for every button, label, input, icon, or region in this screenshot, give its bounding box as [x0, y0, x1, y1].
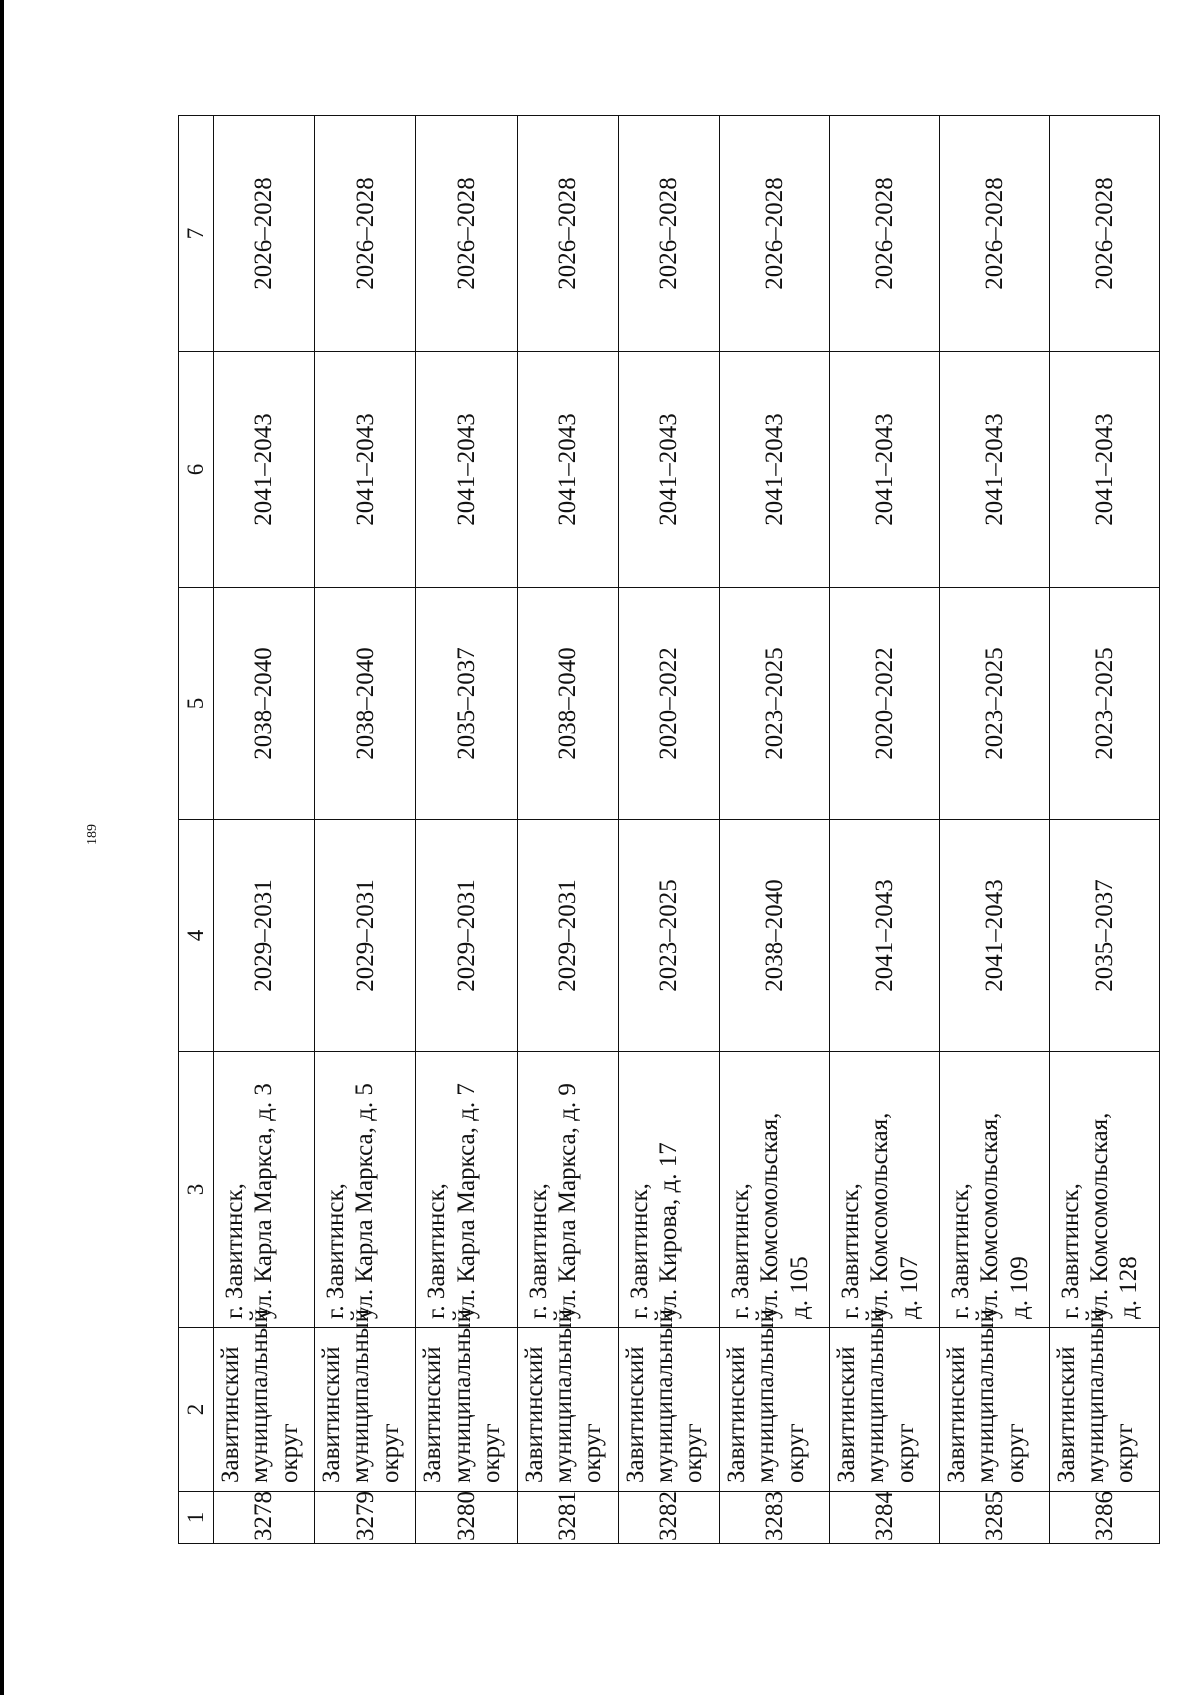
district-line: Завитинский	[723, 1346, 751, 1483]
table-row	[214, 116, 315, 1544]
district-line: Завитинский	[419, 1346, 447, 1483]
district-cell	[720, 1309, 830, 1492]
table-row	[416, 116, 517, 1544]
page-number: 189	[85, 824, 100, 845]
row-number-cell: 3278	[214, 1492, 315, 1544]
address-line: г. Завитинск,	[837, 1183, 865, 1319]
district-line: округ	[680, 1423, 708, 1483]
column-header: 3	[179, 1052, 214, 1328]
district-line: муниципальный	[347, 1309, 375, 1483]
district-line: округ	[1001, 1423, 1029, 1483]
address-cell	[720, 1052, 830, 1328]
address-line: д. 107	[895, 1256, 923, 1319]
period-cell-c6: 2041–2043	[940, 352, 1050, 588]
period-cell-c5: 2020–2022	[830, 588, 940, 820]
period-cell-c7: 2026–2028	[517, 116, 618, 352]
period-cell-c4: 2029–2031	[315, 820, 416, 1052]
district-cell	[214, 1309, 315, 1492]
column-header: 2	[179, 1328, 214, 1492]
period-cell-c4: 2041–2043	[830, 820, 940, 1052]
period-cell-c5: 2038–2040	[517, 588, 618, 820]
header-row	[179, 116, 214, 1544]
period-cell-c5: 2035–2037	[416, 588, 517, 820]
district-cell	[416, 1309, 517, 1492]
period-cell-c7: 2026–2028	[1049, 116, 1159, 352]
district-line: округ	[376, 1423, 404, 1483]
period-cell-c6: 2041–2043	[214, 352, 315, 588]
period-cell-c6: 2041–2043	[315, 352, 416, 588]
period-cell-c4: 2038–2040	[720, 820, 830, 1052]
address-line: ул. Карла Маркса, д. 3	[250, 1083, 278, 1319]
district-line: округ	[579, 1423, 607, 1483]
period-cell-c4: 2035–2037	[1049, 820, 1159, 1052]
period-cell-c4: 2041–2043	[940, 820, 1050, 1052]
table-row	[517, 116, 618, 1544]
table-row	[618, 116, 719, 1544]
district-line: муниципальный	[448, 1309, 476, 1483]
period-cell-c5: 2023–2025	[720, 588, 830, 820]
address-cell	[1049, 1052, 1159, 1328]
address-line: ул. Комсомольская,	[976, 1112, 1004, 1319]
district-line: округ	[477, 1423, 505, 1483]
period-cell-c7: 2026–2028	[315, 116, 416, 352]
row-number-cell: 3281	[517, 1492, 618, 1544]
district-cell	[517, 1309, 618, 1492]
period-cell-c7: 2026–2028	[940, 116, 1050, 352]
address-line: ул. Кирова, д. 17	[655, 1142, 683, 1319]
district-cell	[830, 1309, 940, 1492]
period-cell-c5: 2020–2022	[618, 588, 719, 820]
scan-edge-bar	[0, 0, 4, 1695]
district-line: округ	[891, 1423, 919, 1483]
row-number-cell: 3279	[315, 1492, 416, 1544]
housing-schedule-table	[178, 115, 1160, 1544]
period-cell-c5: 2023–2025	[1049, 588, 1159, 820]
column-header: 6	[179, 352, 214, 588]
period-cell-c7: 2026–2028	[214, 116, 315, 352]
period-cell-c7: 2026–2028	[830, 116, 940, 352]
table-row	[720, 116, 830, 1544]
address-line: ул. Комсомольская,	[756, 1112, 784, 1319]
address-cell	[830, 1052, 940, 1328]
address-line: ул. Карла Маркса, д. 5	[351, 1083, 379, 1319]
district-line: муниципальный	[1082, 1309, 1110, 1483]
column-header: 5	[179, 588, 214, 820]
row-number-cell: 3284	[830, 1492, 940, 1544]
district-line: Завитинский	[621, 1346, 649, 1483]
row-number-cell: 3286	[1049, 1492, 1159, 1544]
district-line: Завитинский	[943, 1346, 970, 1483]
district-line: муниципальный	[246, 1309, 274, 1483]
address-cell	[315, 1052, 416, 1328]
row-number-cell: 3282	[618, 1492, 719, 1544]
address-line: г. Завитинск,	[524, 1183, 552, 1319]
district-cell	[618, 1309, 719, 1492]
address-cell	[517, 1052, 618, 1328]
address-line: ул. Карла Маркса, д. 7	[452, 1083, 480, 1319]
period-cell-c6: 2041–2043	[720, 352, 830, 588]
table-row	[830, 116, 940, 1544]
row-number-cell: 3280	[416, 1492, 517, 1544]
address-line: г. Завитинск,	[221, 1183, 248, 1319]
address-cell	[940, 1052, 1050, 1328]
address-line: г. Завитинск,	[423, 1183, 451, 1319]
district-cell	[940, 1309, 1050, 1492]
row-number-cell: 3285	[940, 1492, 1050, 1544]
district-line: округ	[1111, 1423, 1139, 1483]
address-cell	[618, 1052, 719, 1328]
district-line: муниципальный	[549, 1309, 577, 1483]
address-line: г. Завитинск,	[1056, 1183, 1084, 1319]
period-cell-c6: 2041–2043	[517, 352, 618, 588]
period-cell-c6: 2041–2043	[416, 352, 517, 588]
rotated-table-frame	[178, 116, 1160, 1544]
district-cell	[1049, 1309, 1159, 1492]
table-body	[179, 116, 1160, 1544]
district-line: Завитинский	[833, 1346, 861, 1483]
row-number-cell: 3283	[720, 1492, 830, 1544]
table-row	[940, 116, 1050, 1544]
district-line: Завитинский	[1052, 1346, 1080, 1483]
district-line: округ	[275, 1423, 303, 1483]
table-row	[1049, 116, 1159, 1544]
period-cell-c4: 2029–2031	[416, 820, 517, 1052]
period-cell-c4: 2023–2025	[618, 820, 719, 1052]
address-line: д. 128	[1115, 1256, 1143, 1319]
period-cell-c5: 2038–2040	[315, 588, 416, 820]
period-cell-c5: 2038–2040	[214, 588, 315, 820]
column-header: 4	[179, 820, 214, 1052]
district-line: округ	[781, 1423, 809, 1483]
address-line: д. 109	[1005, 1256, 1033, 1319]
period-cell-c4: 2029–2031	[517, 820, 618, 1052]
address-line: ул. Карла Маркса, д. 9	[553, 1083, 581, 1319]
period-cell-c6: 2041–2043	[1049, 352, 1159, 588]
period-cell-c4: 2029–2031	[214, 820, 315, 1052]
district-line: муниципальный	[752, 1309, 780, 1483]
column-header: 7	[179, 116, 214, 352]
district-line: муниципальный	[972, 1309, 1000, 1483]
address-line: ул. Комсомольская,	[866, 1112, 894, 1319]
address-cell	[416, 1052, 517, 1328]
address-line: г. Завитинск,	[322, 1183, 350, 1319]
district-line: Завитинский	[217, 1346, 244, 1483]
district-cell	[315, 1309, 416, 1492]
period-cell-c7: 2026–2028	[720, 116, 830, 352]
period-cell-c7: 2026–2028	[618, 116, 719, 352]
district-line: муниципальный	[651, 1309, 679, 1483]
period-cell-c6: 2041–2043	[618, 352, 719, 588]
table-row	[315, 116, 416, 1544]
district-line: Завитинский	[318, 1346, 346, 1483]
district-line: Завитинский	[520, 1346, 548, 1483]
district-line: муниципальный	[862, 1309, 890, 1483]
address-line: г. Завитинск,	[727, 1183, 755, 1319]
period-cell-c6: 2041–2043	[830, 352, 940, 588]
address-line: д. 105	[785, 1256, 813, 1319]
address-line: г. Завитинск,	[947, 1183, 974, 1319]
period-cell-c7: 2026–2028	[416, 116, 517, 352]
period-cell-c5: 2023–2025	[940, 588, 1050, 820]
column-header: 1	[179, 1492, 214, 1544]
address-line: г. Завитинск,	[625, 1183, 653, 1319]
address-cell	[214, 1052, 315, 1328]
address-line: ул. Комсомольская,	[1086, 1112, 1114, 1319]
